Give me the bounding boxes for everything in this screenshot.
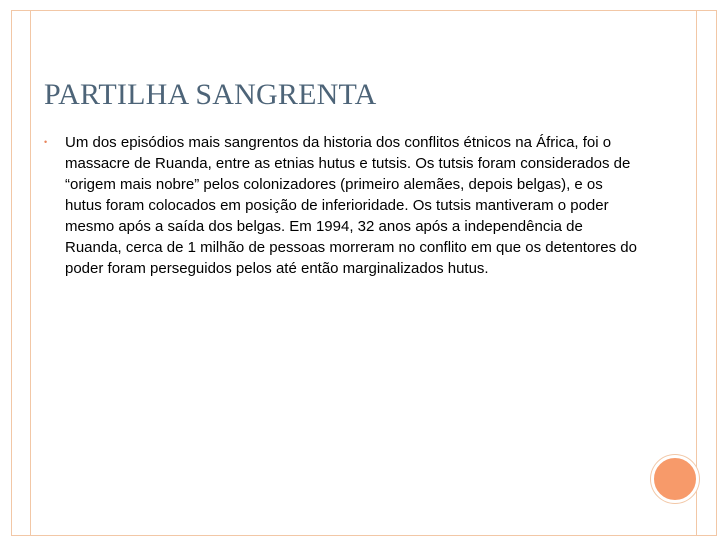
bullet-text: Um dos episódios mais sangrentos da historia dos conflitos étnicos na África, foi o massacre de Ruanda, entre as etnias hutus e tutsis. Os tutsis foram considerados de “origem mais nobre” pelos colonizadores (primeiro alemães, depois belgas), e os hutus foram colocados em posição de inferioridade. Os tutsis mantiveram o poder mesmo após a saída dos belgas. Em 1994, 32 anos após a independência de Ruanda, cerca de 1 milhão de pessoas morreram no conflito em que os detentores do poder foram perseguidos pelos até então marginalizados hutus. — [65, 134, 637, 277]
slide-title: PARTILHA SANGRENTA — [44, 78, 377, 111]
bullet-item — [44, 132, 644, 279]
slide-content — [44, 132, 644, 279]
frame-inner-line-left — [30, 10, 31, 536]
bullet-marker: • — [44, 137, 48, 147]
decorative-circle — [651, 455, 699, 503]
frame-inner-line-right — [696, 10, 697, 536]
